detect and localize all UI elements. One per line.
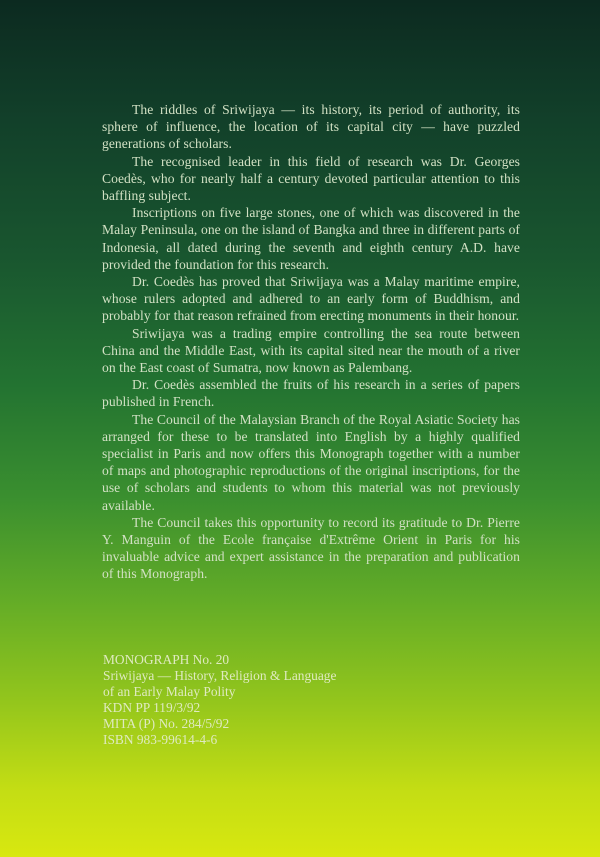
book-title-line-1: Sriwijaya — History, Religion & Language [103, 668, 337, 684]
paragraph-trading-empire: Sriwijaya was a trading empire controlling the sea route between China and the Middle East, with its capital sited near the mouth of a river on the East coast of Sumatra, now known as Palembang. [102, 325, 520, 376]
paragraph-maritime-empire: Dr. Coedès has proved that Sriwijaya was a Malay maritime empire, whose rulers adopted and adhered to an early form of Buddhism, and probably for that reason refrained from erecting monuments in their honour. [102, 274, 520, 324]
monograph-number: MONOGRAPH No. 20 [103, 652, 230, 667]
book-title-line-2: of an Early Malay Polity [103, 684, 236, 700]
colophon [103, 652, 336, 749]
paragraph-riddles: The riddles of Sriwijaya — its history, its period of authority, its sphere of influence, the location of its capital city — have puzzled generations of scholars. [102, 102, 520, 152]
back-cover-blurb [102, 101, 520, 583]
paragraph-inscriptions: Inscriptions on five large stones, one of which was discovered in the Malay Peninsula, one on the island of Bangka and three in different parts of Indonesia, all dated during the seventh and eighth century A.D. have provided the foundation for this research. [102, 205, 520, 272]
paragraph-council-translation: The Council of the Malaysian Branch of the Royal Asiatic Society has arranged for these to be translated into English by a highly qualified specialist in Paris and now offers this Monograph together with a number of maps and photographic reproductions of the original inscriptions, for the use of scholars and students to whom this material was not previously available. [102, 411, 520, 513]
paragraph-papers-french: Dr. Coedès assembled the fruits of his research in a series of papers published in French. [102, 377, 520, 410]
paragraph-gratitude: The Council takes this opportunity to record its gratitude to Dr. Pierre Y. Manguin of the Ecole française d'Extrême Orient in Paris for his invaluable advice and expert assistance in the preparation and publication of this Monograph. [102, 514, 520, 582]
isbn-number: ISBN 983-99614-4-6 [103, 732, 218, 748]
mita-number: MITA (P) No. 284/5/92 [103, 716, 230, 732]
kdn-number: KDN PP 119/3/92 [103, 700, 201, 716]
paragraph-coedes-leader: The recognised leader in this field of research was Dr. Georges Coedès, who for nearly half a century devoted particular attention to this baffling subject. [102, 153, 520, 204]
